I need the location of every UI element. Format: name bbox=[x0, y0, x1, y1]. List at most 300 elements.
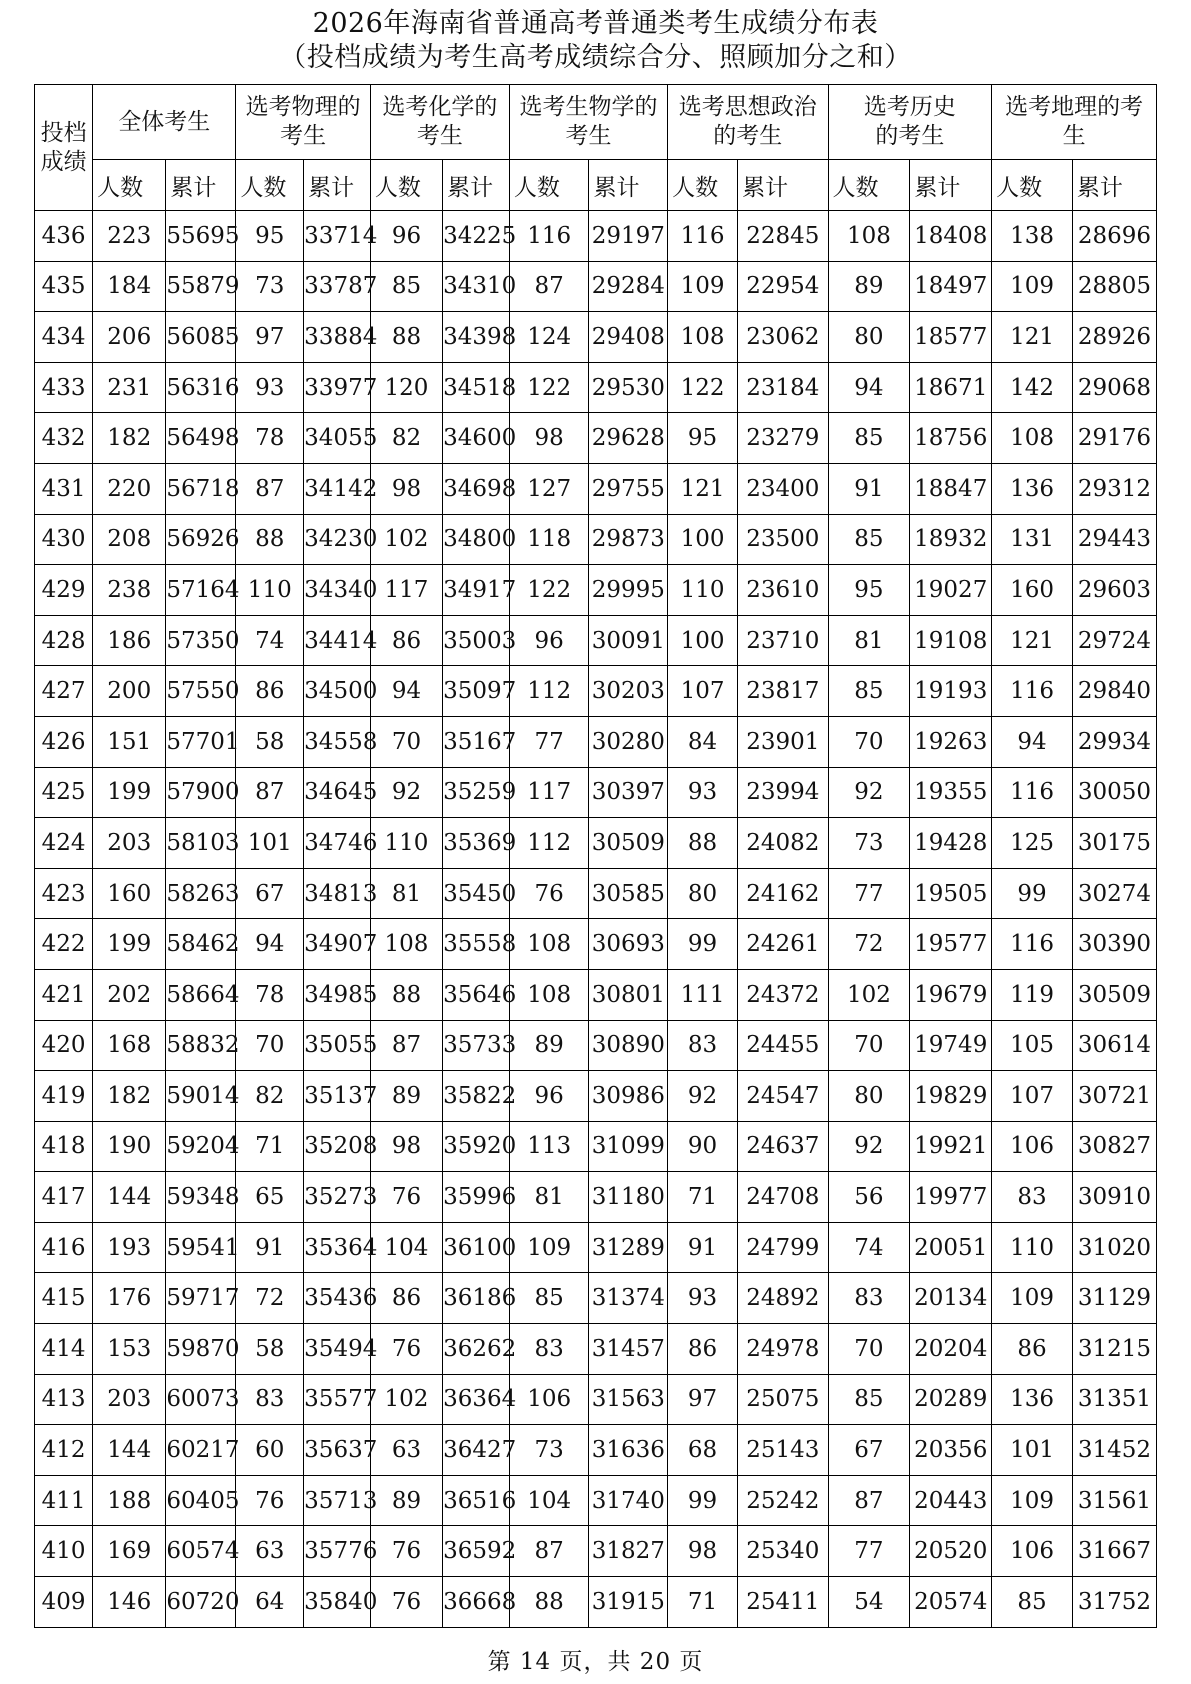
count-cell: 96 bbox=[370, 211, 442, 262]
cumulative-cell: 58103 bbox=[166, 818, 236, 869]
score-cell: 417 bbox=[35, 1172, 93, 1223]
count-cell: 88 bbox=[370, 312, 442, 363]
count-cell: 186 bbox=[93, 615, 166, 666]
count-cell: 122 bbox=[509, 362, 589, 413]
count-cell: 67 bbox=[828, 1425, 910, 1476]
count-cell: 70 bbox=[370, 716, 442, 767]
count-cell: 86 bbox=[370, 615, 442, 666]
cumulative-cell: 34985 bbox=[304, 969, 371, 1020]
count-cell: 88 bbox=[668, 818, 738, 869]
table-row bbox=[35, 666, 1157, 717]
cumulative-cell: 35494 bbox=[304, 1324, 371, 1375]
cumulative-cell: 33714 bbox=[304, 211, 371, 262]
count-cell: 96 bbox=[509, 1071, 589, 1122]
cumulative-cell: 35003 bbox=[443, 615, 510, 666]
count-cell: 116 bbox=[992, 919, 1073, 970]
cumulative-cell: 35055 bbox=[304, 1020, 371, 1071]
count-cell: 101 bbox=[992, 1425, 1073, 1476]
cumulative-cell: 24708 bbox=[738, 1172, 828, 1223]
cumulative-cell: 33884 bbox=[304, 312, 371, 363]
count-cell: 80 bbox=[668, 868, 738, 919]
cumulative-cell: 30721 bbox=[1072, 1071, 1156, 1122]
score-cell: 426 bbox=[35, 716, 93, 767]
cumulative-cell: 24637 bbox=[738, 1121, 828, 1172]
cumulative-cell: 20520 bbox=[910, 1526, 992, 1577]
cumulative-cell: 35259 bbox=[443, 767, 510, 818]
sub-header-count: 人数 bbox=[828, 160, 910, 211]
cumulative-cell: 34645 bbox=[304, 767, 371, 818]
cumulative-cell: 36516 bbox=[443, 1475, 510, 1526]
count-cell: 63 bbox=[370, 1425, 442, 1476]
count-cell: 109 bbox=[992, 261, 1073, 312]
cumulative-cell: 29284 bbox=[589, 261, 668, 312]
table-row bbox=[35, 362, 1157, 413]
score-cell: 425 bbox=[35, 767, 93, 818]
cumulative-cell: 56926 bbox=[166, 514, 236, 565]
cumulative-cell: 25411 bbox=[738, 1577, 828, 1628]
cumulative-cell: 29995 bbox=[589, 565, 668, 616]
count-cell: 124 bbox=[509, 312, 589, 363]
score-cell: 420 bbox=[35, 1020, 93, 1071]
score-cell: 436 bbox=[35, 211, 93, 262]
sub-header-count: 人数 bbox=[236, 160, 304, 211]
cumulative-cell: 18756 bbox=[910, 413, 992, 464]
count-cell: 82 bbox=[370, 413, 442, 464]
count-cell: 92 bbox=[828, 767, 910, 818]
cumulative-cell: 35920 bbox=[443, 1121, 510, 1172]
count-cell: 110 bbox=[992, 1222, 1073, 1273]
table-row bbox=[35, 919, 1157, 970]
cumulative-cell: 19921 bbox=[910, 1121, 992, 1172]
cumulative-cell: 36668 bbox=[443, 1577, 510, 1628]
count-cell: 72 bbox=[828, 919, 910, 970]
cumulative-cell: 34600 bbox=[443, 413, 510, 464]
cumulative-cell: 59541 bbox=[166, 1222, 236, 1273]
score-cell: 415 bbox=[35, 1273, 93, 1324]
cumulative-cell: 31827 bbox=[589, 1526, 668, 1577]
score-cell: 414 bbox=[35, 1324, 93, 1375]
cumulative-cell: 60217 bbox=[166, 1425, 236, 1476]
count-cell: 88 bbox=[370, 969, 442, 1020]
count-cell: 77 bbox=[828, 1526, 910, 1577]
cumulative-cell: 57701 bbox=[166, 716, 236, 767]
count-cell: 95 bbox=[828, 565, 910, 616]
count-cell: 144 bbox=[93, 1172, 166, 1223]
count-cell: 109 bbox=[992, 1273, 1073, 1324]
count-cell: 77 bbox=[828, 868, 910, 919]
cumulative-cell: 34398 bbox=[443, 312, 510, 363]
cumulative-cell: 20289 bbox=[910, 1374, 992, 1425]
cumulative-cell: 31752 bbox=[1072, 1577, 1156, 1628]
cumulative-cell: 18497 bbox=[910, 261, 992, 312]
table-row bbox=[35, 868, 1157, 919]
cumulative-cell: 34310 bbox=[443, 261, 510, 312]
count-cell: 95 bbox=[236, 211, 304, 262]
count-cell: 99 bbox=[668, 1475, 738, 1526]
count-cell: 85 bbox=[992, 1577, 1073, 1628]
score-cell: 435 bbox=[35, 261, 93, 312]
count-cell: 109 bbox=[509, 1222, 589, 1273]
cumulative-cell: 31636 bbox=[589, 1425, 668, 1476]
count-cell: 91 bbox=[668, 1222, 738, 1273]
count-cell: 106 bbox=[992, 1121, 1073, 1172]
cumulative-cell: 30091 bbox=[589, 615, 668, 666]
cumulative-cell: 35558 bbox=[443, 919, 510, 970]
score-cell: 409 bbox=[35, 1577, 93, 1628]
count-cell: 193 bbox=[93, 1222, 166, 1273]
count-cell: 94 bbox=[236, 919, 304, 970]
cumulative-cell: 58664 bbox=[166, 969, 236, 1020]
cumulative-cell: 30693 bbox=[589, 919, 668, 970]
count-cell: 89 bbox=[828, 261, 910, 312]
cumulative-cell: 35646 bbox=[443, 969, 510, 1020]
cumulative-cell: 55695 bbox=[166, 211, 236, 262]
table-row bbox=[35, 767, 1157, 818]
sub-header-count: 人数 bbox=[668, 160, 738, 211]
count-cell: 80 bbox=[828, 312, 910, 363]
count-cell: 81 bbox=[370, 868, 442, 919]
cumulative-cell: 25340 bbox=[738, 1526, 828, 1577]
count-cell: 108 bbox=[370, 919, 442, 970]
cumulative-cell: 60405 bbox=[166, 1475, 236, 1526]
count-cell: 64 bbox=[236, 1577, 304, 1628]
count-cell: 76 bbox=[236, 1475, 304, 1526]
cumulative-cell: 20051 bbox=[910, 1222, 992, 1273]
count-cell: 220 bbox=[93, 463, 166, 514]
cumulative-cell: 34230 bbox=[304, 514, 371, 565]
cumulative-cell: 29628 bbox=[589, 413, 668, 464]
table-row bbox=[35, 969, 1157, 1020]
cumulative-cell: 31289 bbox=[589, 1222, 668, 1273]
cumulative-cell: 19355 bbox=[910, 767, 992, 818]
table-row bbox=[35, 1526, 1157, 1577]
count-cell: 93 bbox=[236, 362, 304, 413]
table-row bbox=[35, 1222, 1157, 1273]
count-cell: 108 bbox=[509, 919, 589, 970]
cumulative-cell: 19977 bbox=[910, 1172, 992, 1223]
cumulative-cell: 30390 bbox=[1072, 919, 1156, 970]
count-cell: 208 bbox=[93, 514, 166, 565]
count-cell: 117 bbox=[370, 565, 442, 616]
cumulative-cell: 24892 bbox=[738, 1273, 828, 1324]
count-cell: 118 bbox=[509, 514, 589, 565]
count-cell: 92 bbox=[828, 1121, 910, 1172]
cumulative-cell: 57350 bbox=[166, 615, 236, 666]
cumulative-cell: 18847 bbox=[910, 463, 992, 514]
count-cell: 67 bbox=[236, 868, 304, 919]
cumulative-cell: 34142 bbox=[304, 463, 371, 514]
count-cell: 93 bbox=[668, 1273, 738, 1324]
count-cell: 87 bbox=[828, 1475, 910, 1526]
score-cell: 412 bbox=[35, 1425, 93, 1476]
count-cell: 80 bbox=[828, 1071, 910, 1122]
cumulative-cell: 24082 bbox=[738, 818, 828, 869]
count-cell: 83 bbox=[992, 1172, 1073, 1223]
score-cell: 434 bbox=[35, 312, 93, 363]
count-cell: 83 bbox=[509, 1324, 589, 1375]
sub-header-cumulative: 累计 bbox=[738, 160, 828, 211]
count-cell: 87 bbox=[236, 767, 304, 818]
cumulative-cell: 35369 bbox=[443, 818, 510, 869]
sub-header-count: 人数 bbox=[93, 160, 166, 211]
sub-header-row bbox=[35, 160, 1157, 211]
count-cell: 127 bbox=[509, 463, 589, 514]
cumulative-cell: 24455 bbox=[738, 1020, 828, 1071]
count-cell: 89 bbox=[370, 1071, 442, 1122]
count-cell: 87 bbox=[509, 261, 589, 312]
cumulative-cell: 30397 bbox=[589, 767, 668, 818]
cumulative-cell: 36262 bbox=[443, 1324, 510, 1375]
count-cell: 87 bbox=[236, 463, 304, 514]
cumulative-cell: 34500 bbox=[304, 666, 371, 717]
count-cell: 104 bbox=[509, 1475, 589, 1526]
count-cell: 88 bbox=[509, 1577, 589, 1628]
cumulative-cell: 36592 bbox=[443, 1526, 510, 1577]
cumulative-cell: 19263 bbox=[910, 716, 992, 767]
cumulative-cell: 22954 bbox=[738, 261, 828, 312]
table-row bbox=[35, 312, 1157, 363]
count-cell: 108 bbox=[828, 211, 910, 262]
count-cell: 138 bbox=[992, 211, 1073, 262]
count-cell: 231 bbox=[93, 362, 166, 413]
cumulative-cell: 30827 bbox=[1072, 1121, 1156, 1172]
table-row bbox=[35, 1577, 1157, 1628]
cumulative-cell: 35273 bbox=[304, 1172, 371, 1223]
count-cell: 108 bbox=[668, 312, 738, 363]
count-cell: 94 bbox=[992, 716, 1073, 767]
group-header-history: 选考历史 的考生 bbox=[828, 85, 992, 160]
cumulative-cell: 60574 bbox=[166, 1526, 236, 1577]
table-row bbox=[35, 1020, 1157, 1071]
cumulative-cell: 33787 bbox=[304, 261, 371, 312]
cumulative-cell: 34698 bbox=[443, 463, 510, 514]
cumulative-cell: 36427 bbox=[443, 1425, 510, 1476]
count-cell: 87 bbox=[509, 1526, 589, 1577]
count-cell: 98 bbox=[370, 463, 442, 514]
table-row bbox=[35, 565, 1157, 616]
count-cell: 146 bbox=[93, 1577, 166, 1628]
count-cell: 151 bbox=[93, 716, 166, 767]
table-row bbox=[35, 615, 1157, 666]
cumulative-cell: 35097 bbox=[443, 666, 510, 717]
count-cell: 176 bbox=[93, 1273, 166, 1324]
score-distribution-table bbox=[34, 84, 1157, 1628]
count-cell: 85 bbox=[828, 666, 910, 717]
cumulative-cell: 29408 bbox=[589, 312, 668, 363]
count-cell: 95 bbox=[668, 413, 738, 464]
count-cell: 168 bbox=[93, 1020, 166, 1071]
cumulative-cell: 23817 bbox=[738, 666, 828, 717]
cumulative-cell: 23062 bbox=[738, 312, 828, 363]
count-cell: 84 bbox=[668, 716, 738, 767]
count-cell: 206 bbox=[93, 312, 166, 363]
score-cell: 410 bbox=[35, 1526, 93, 1577]
group-header-politics: 选考思想政治的考生 bbox=[668, 85, 828, 160]
cumulative-cell: 29197 bbox=[589, 211, 668, 262]
cumulative-cell: 58462 bbox=[166, 919, 236, 970]
count-cell: 87 bbox=[370, 1020, 442, 1071]
cumulative-cell: 23500 bbox=[738, 514, 828, 565]
cumulative-cell: 28926 bbox=[1072, 312, 1156, 363]
count-cell: 199 bbox=[93, 919, 166, 970]
table-row bbox=[35, 1374, 1157, 1425]
cumulative-cell: 30274 bbox=[1072, 868, 1156, 919]
sub-header-cumulative: 累计 bbox=[166, 160, 236, 211]
cumulative-cell: 18671 bbox=[910, 362, 992, 413]
count-cell: 119 bbox=[992, 969, 1073, 1020]
cumulative-cell: 59204 bbox=[166, 1121, 236, 1172]
cumulative-cell: 19027 bbox=[910, 565, 992, 616]
cumulative-cell: 36186 bbox=[443, 1273, 510, 1324]
page-title: 2026年海南省普通高考普通类考生成绩分布表 bbox=[312, 8, 879, 39]
count-cell: 63 bbox=[236, 1526, 304, 1577]
count-cell: 86 bbox=[992, 1324, 1073, 1375]
count-cell: 81 bbox=[509, 1172, 589, 1223]
cumulative-cell: 20574 bbox=[910, 1577, 992, 1628]
count-cell: 82 bbox=[236, 1071, 304, 1122]
group-header-physics: 选考物理的考生 bbox=[236, 85, 371, 160]
count-cell: 107 bbox=[992, 1071, 1073, 1122]
cumulative-cell: 19505 bbox=[910, 868, 992, 919]
cumulative-cell: 24547 bbox=[738, 1071, 828, 1122]
cumulative-cell: 25143 bbox=[738, 1425, 828, 1476]
sub-header-count: 人数 bbox=[509, 160, 589, 211]
group-header-geography: 选考地理的考生 bbox=[992, 85, 1157, 160]
count-cell: 109 bbox=[992, 1475, 1073, 1526]
table-row bbox=[35, 261, 1157, 312]
count-cell: 94 bbox=[370, 666, 442, 717]
count-cell: 200 bbox=[93, 666, 166, 717]
table-row bbox=[35, 514, 1157, 565]
count-cell: 85 bbox=[370, 261, 442, 312]
cumulative-cell: 35776 bbox=[304, 1526, 371, 1577]
group-header-row bbox=[35, 85, 1157, 160]
cumulative-cell: 30175 bbox=[1072, 818, 1156, 869]
cumulative-cell: 23279 bbox=[738, 413, 828, 464]
count-cell: 81 bbox=[828, 615, 910, 666]
count-cell: 121 bbox=[992, 312, 1073, 363]
sub-header-cumulative: 累计 bbox=[589, 160, 668, 211]
cumulative-cell: 24162 bbox=[738, 868, 828, 919]
count-cell: 56 bbox=[828, 1172, 910, 1223]
cumulative-cell: 20356 bbox=[910, 1425, 992, 1476]
count-cell: 112 bbox=[509, 666, 589, 717]
cumulative-cell: 29068 bbox=[1072, 362, 1156, 413]
count-cell: 71 bbox=[668, 1172, 738, 1223]
cumulative-cell: 31180 bbox=[589, 1172, 668, 1223]
cumulative-cell: 29724 bbox=[1072, 615, 1156, 666]
count-cell: 111 bbox=[668, 969, 738, 1020]
count-cell: 131 bbox=[992, 514, 1073, 565]
cumulative-cell: 31452 bbox=[1072, 1425, 1156, 1476]
cumulative-cell: 31915 bbox=[589, 1577, 668, 1628]
cumulative-cell: 29840 bbox=[1072, 666, 1156, 717]
cumulative-cell: 19577 bbox=[910, 919, 992, 970]
sub-header-cumulative: 累计 bbox=[304, 160, 371, 211]
cumulative-cell: 34414 bbox=[304, 615, 371, 666]
page-footer: 第 14 页，共 20 页 bbox=[487, 1649, 704, 1675]
cumulative-cell: 31129 bbox=[1072, 1273, 1156, 1324]
count-cell: 160 bbox=[992, 565, 1073, 616]
count-cell: 108 bbox=[509, 969, 589, 1020]
cumulative-cell: 18577 bbox=[910, 312, 992, 363]
table-row bbox=[35, 716, 1157, 767]
cumulative-cell: 31020 bbox=[1072, 1222, 1156, 1273]
cumulative-cell: 23901 bbox=[738, 716, 828, 767]
cumulative-cell: 30986 bbox=[589, 1071, 668, 1122]
cumulative-cell: 57550 bbox=[166, 666, 236, 717]
count-cell: 98 bbox=[370, 1121, 442, 1172]
count-cell: 125 bbox=[992, 818, 1073, 869]
count-cell: 83 bbox=[828, 1273, 910, 1324]
count-cell: 70 bbox=[828, 1020, 910, 1071]
count-cell: 93 bbox=[668, 767, 738, 818]
score-cell: 429 bbox=[35, 565, 93, 616]
cumulative-cell: 30050 bbox=[1072, 767, 1156, 818]
count-cell: 121 bbox=[992, 615, 1073, 666]
cumulative-cell: 36100 bbox=[443, 1222, 510, 1273]
count-cell: 73 bbox=[236, 261, 304, 312]
count-cell: 122 bbox=[668, 362, 738, 413]
count-cell: 70 bbox=[828, 716, 910, 767]
cumulative-cell: 31740 bbox=[589, 1475, 668, 1526]
count-cell: 106 bbox=[992, 1526, 1073, 1577]
cumulative-cell: 29312 bbox=[1072, 463, 1156, 514]
count-cell: 85 bbox=[828, 413, 910, 464]
cumulative-cell: 30890 bbox=[589, 1020, 668, 1071]
count-cell: 144 bbox=[93, 1425, 166, 1476]
count-cell: 83 bbox=[668, 1020, 738, 1071]
cumulative-cell: 30509 bbox=[589, 818, 668, 869]
group-header-all: 全体考生 bbox=[93, 85, 236, 160]
count-cell: 54 bbox=[828, 1577, 910, 1628]
cumulative-cell: 31667 bbox=[1072, 1526, 1156, 1577]
cumulative-cell: 29530 bbox=[589, 362, 668, 413]
count-cell: 121 bbox=[668, 463, 738, 514]
cumulative-cell: 35822 bbox=[443, 1071, 510, 1122]
count-cell: 76 bbox=[370, 1577, 442, 1628]
count-cell: 136 bbox=[992, 1374, 1073, 1425]
score-cell: 430 bbox=[35, 514, 93, 565]
cumulative-cell: 56718 bbox=[166, 463, 236, 514]
count-cell: 153 bbox=[93, 1324, 166, 1375]
cumulative-cell: 29176 bbox=[1072, 413, 1156, 464]
cumulative-cell: 19749 bbox=[910, 1020, 992, 1071]
cumulative-cell: 23184 bbox=[738, 362, 828, 413]
count-cell: 100 bbox=[668, 615, 738, 666]
cumulative-cell: 19679 bbox=[910, 969, 992, 1020]
count-cell: 97 bbox=[668, 1374, 738, 1425]
cumulative-cell: 35167 bbox=[443, 716, 510, 767]
count-cell: 77 bbox=[509, 716, 589, 767]
cumulative-cell: 35208 bbox=[304, 1121, 371, 1172]
count-cell: 76 bbox=[370, 1172, 442, 1223]
count-cell: 199 bbox=[93, 767, 166, 818]
cumulative-cell: 25075 bbox=[738, 1374, 828, 1425]
cumulative-cell: 30801 bbox=[589, 969, 668, 1020]
table-row bbox=[35, 1071, 1157, 1122]
count-cell: 89 bbox=[509, 1020, 589, 1071]
score-cell: 424 bbox=[35, 818, 93, 869]
table-row bbox=[35, 1425, 1157, 1476]
count-cell: 76 bbox=[370, 1324, 442, 1375]
cumulative-cell: 58263 bbox=[166, 868, 236, 919]
score-cell: 423 bbox=[35, 868, 93, 919]
count-cell: 112 bbox=[509, 818, 589, 869]
count-cell: 83 bbox=[236, 1374, 304, 1425]
cumulative-cell: 30203 bbox=[589, 666, 668, 717]
cumulative-cell: 33977 bbox=[304, 362, 371, 413]
